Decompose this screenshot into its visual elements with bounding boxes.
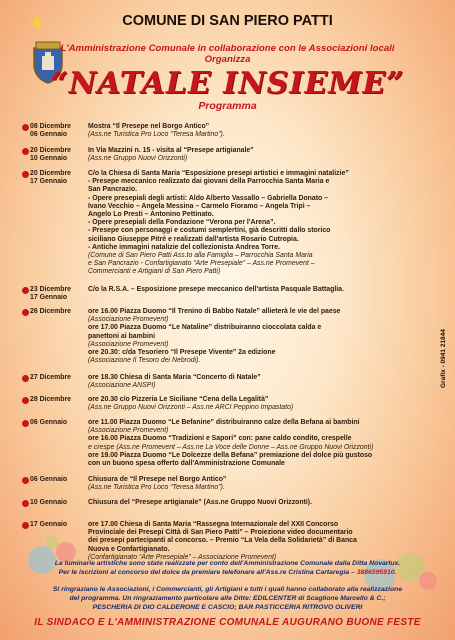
event-date-start: 10 Gennaio [30,499,68,506]
event-description-line: e San Pancrazio - Confartigianato “Arte Presepiale” – Ass.ne Promevent – [88,260,315,268]
event-description-line: ore 20.30 c/o Pizzeria Le Siciliane “Cena della Legalità” [88,396,269,403]
footer-luminarie: Le luminarie artistiche sono state realizzate per conto dell'Amministrazione Comunale dalla Ditta Novarlux. [54,560,401,567]
event-description-line: ore 17.00 Piazza Duomo “Le Nataline” distribuiranno cioccolata calda e [88,324,322,332]
event-date [30,147,90,163]
event-date-start: 23 Dicembre [30,286,71,293]
event-description [88,499,428,507]
bullet-icon [22,500,29,507]
event-description-line: C/o la R.S.A. – Esposizione presepe meccanico dell'artista Pasquale Battaglia. [88,286,344,293]
subtitle-organizers: L'Amministrazione Comunale in collaborazione con le Associazioni locali [60,43,395,54]
event-date-start: 20 Dicembre [30,147,71,154]
event-date-start: 17 Gennaio [30,521,68,528]
event-description [88,419,428,468]
footer-iscrizioni-text: Per le iscrizioni al concorso del dolce da premiare telefonare all'Ass.re Cristina Cartaregia – [58,569,357,576]
event-date-start: 27 Dicembre [30,374,71,381]
closing-greeting: IL SINDACO E L'AMMINISTRAZIONE COMUNALE AUGURANO BUONE FESTE [34,617,421,628]
event-date-start: 26 Dicembre [30,308,71,315]
event-description-line: Ivano Vecchio – Angela Messina – Carmelo Fioramo – Angela Tripì – [88,202,311,210]
bullet-icon [22,124,29,131]
event-description-line: In Via Mazzini n. 15 - visita al “Presepe artigianale” [88,147,254,154]
event-description-line: Angelo Lo Presti – Antonino Pettinato. [88,211,214,219]
event-date [30,374,90,382]
event-description-line: ore 16.00 Piazza Duomo “Tradizioni e Sapori” con: pane caldo condito, crespelle [88,435,352,443]
event-description [88,374,428,390]
event-description-line: - Presepe con personaggi e costumi semplertini, già descritti dallo storico [88,227,331,235]
event-description [88,286,428,294]
event-date [30,123,90,139]
event-description [88,147,428,163]
event-description-line: (Ass.ne Gruppo Nuovi Orizzonti) [88,155,188,163]
bullet-icon [22,375,29,382]
subtitle-organizza: Organizza [204,54,251,65]
event-description-line: panettoni ai bambini [88,332,155,340]
event-date [30,308,90,316]
event-description-line: ore 19.00 Piazza Duomo “Le Dolcezze della Befana” premiazione del dolce più gustoso [88,451,373,459]
event-description-line: Provinciale dei Presepi Città di San Piero Patti” – Proiezione video documentario [88,529,353,537]
event-description-line: e crespe (Ass.ne Promevent – Ass.ne La Voce delle Donne – Ass.ne Gruppo Nuovi Orizzonti) [88,443,374,451]
event-description-line: con un buono spesa offerto dall'Amministrazione Comunale [88,460,285,468]
event-date-end: 17 Gennaio [30,178,68,186]
event-title: “NATALE INSIEME” [50,66,405,101]
event-date-start: 06 Gennaio [30,419,68,426]
event-description-line: (Ass.ne Turistica Pro Loco “Teresa Martino”). [88,131,225,139]
bullet-icon [22,148,29,155]
event-description-line: dei presepi partecipanti al concorso. – Premio “La Vela della Solidarietà” di Banca [88,537,357,545]
event-description-line: Chiusura del “Presepe artigianale” (Ass.ne Gruppo Nuovi Orizzonti). [88,499,312,506]
event-description-line: (Associazione ANSPI) [88,382,156,390]
event-date [30,170,90,186]
event-date-end: 10 Gennaio [30,155,68,163]
event-description-line: Chiusura de “Il Presepe nel Borgo Antico” [88,476,227,483]
event-description-line: - Opere presepiali della Fondazione “Verona per l'Arena”. [88,219,276,227]
event-description-line: - Antiche immagini natalizie del collezionista Andrea Torre. [88,243,280,251]
event-description-line: Mostra “Il Presepe nel Borgo Antico” [88,123,210,130]
event-description-line: Commercianti e Artigiani di San Piero Patti) [88,268,221,276]
event-date-start: 06 Gennaio [30,476,68,483]
event-description [88,170,428,277]
event-description [88,123,428,139]
footer-thanks-3: PESCHERIA DI DIO CALDERONE E CASCIO; BAR PASTICCERIA RITROVO OLIVERI [92,604,363,611]
bullet-icon [22,287,29,294]
bullet-icon [22,522,29,529]
event-description-line: ore 17.00 Chiesa di Santa Maria “Rassegna Internazionale del XXII Concorso [88,521,339,528]
printer-credit-text: Grafix - 0941 21844 [440,329,447,388]
event-description-line: (Ass.ne Gruppo Nuovi Orizzonti – Ass.ne ARCI Peppino Impastato) [88,404,294,412]
event-description [88,308,428,365]
event-date-start: 20 Dicembre [30,170,71,177]
bullet-icon [22,309,29,316]
event-description-line: ore 16.00 Piazza Duomo “Il Trenino di Babbo Natale” allieterà le vie del paese [88,308,341,315]
event-date [30,476,90,484]
event-description-line: ore 20.30: c/da Tesoriero “Il Presepe Vivente” 2a edizione [88,349,276,357]
event-description-line: (Associazione Promevent) [88,316,169,324]
program-heading: Programma [198,100,257,112]
event-description-line: (Confartigianato “Arte Presepiale” – Associazione Promevent) [88,553,277,561]
event-date-end: 06 Gennaio [30,131,68,139]
event-description-line: - Presepe meccanico realizzato dai giovani della Parrocchia Santa Maria e [88,178,330,186]
event-description-line: ore 11.00 Piazza Duomo “Le Befanine” distribuiranno calze della Befana ai bambini [88,419,360,426]
event-description-line: siciliano Giuseppe Pitrè e realizzati dall'artista Rosario Cutropia. [88,235,299,243]
event-description-line: (Associazione Promevent) [88,427,169,435]
event-date-end: 17 Gennaio [30,294,68,302]
event-date [30,286,90,302]
bullet-icon [22,477,29,484]
event-description-line: ore 18.30 Chiesa di Santa Maria “Concerto di Natale” [88,374,261,381]
event-description-line: (Comune di San Piero Patti Ass.to alla Famiglia – Parrocchia Santa Maria [88,252,313,260]
footer-thanks-1: Si ringraziano le Associazioni, i Commercianti, gli Artigiani e tutti i quali hanno collaborato alla realizzazione [52,586,403,593]
event-date-start: 28 Dicembre [30,396,71,403]
bullet-icon [22,171,29,178]
event-description [88,476,428,492]
event-date-start: 08 Dicembre [30,123,71,130]
footer-thanks-2: del programma. Un ringraziamento particolare alle Ditte: EDILCENTER di Scaglione Marcello & C.; [69,595,386,602]
event-date [30,521,90,529]
event-description-line: Nuova e Confartigianato. [88,545,170,553]
event-date [30,499,90,507]
event-date [30,419,90,427]
page-title: COMUNE DI SAN PIERO PATTI [122,13,333,29]
event-description-line: (Associazione Il Tesoro dei Nebrodi). [88,357,201,365]
footer-iscrizioni [0,569,455,576]
event-description-line: C/o la Chiesa di Santa Maria “Esposizione presepi artistici e immagini natalizie” [88,170,349,177]
event-description [88,396,428,412]
printer-credit [436,300,448,390]
event-description-line: San Pancrazio. [88,186,138,194]
event-description-line: (Associazione Promevent) [88,340,169,348]
event-date [30,396,90,404]
event-description-line: - Opere presepiali degli artisti: Aldo Alberto Vassallo – Gabriella Donato – [88,194,328,202]
event-description-line: (Ass.ne Turistica Pro Loco “Teresa Martino”). [88,484,225,492]
bullet-icon [22,420,29,427]
footer-phone: 3886595910. [356,569,397,576]
bullet-icon [22,397,29,404]
